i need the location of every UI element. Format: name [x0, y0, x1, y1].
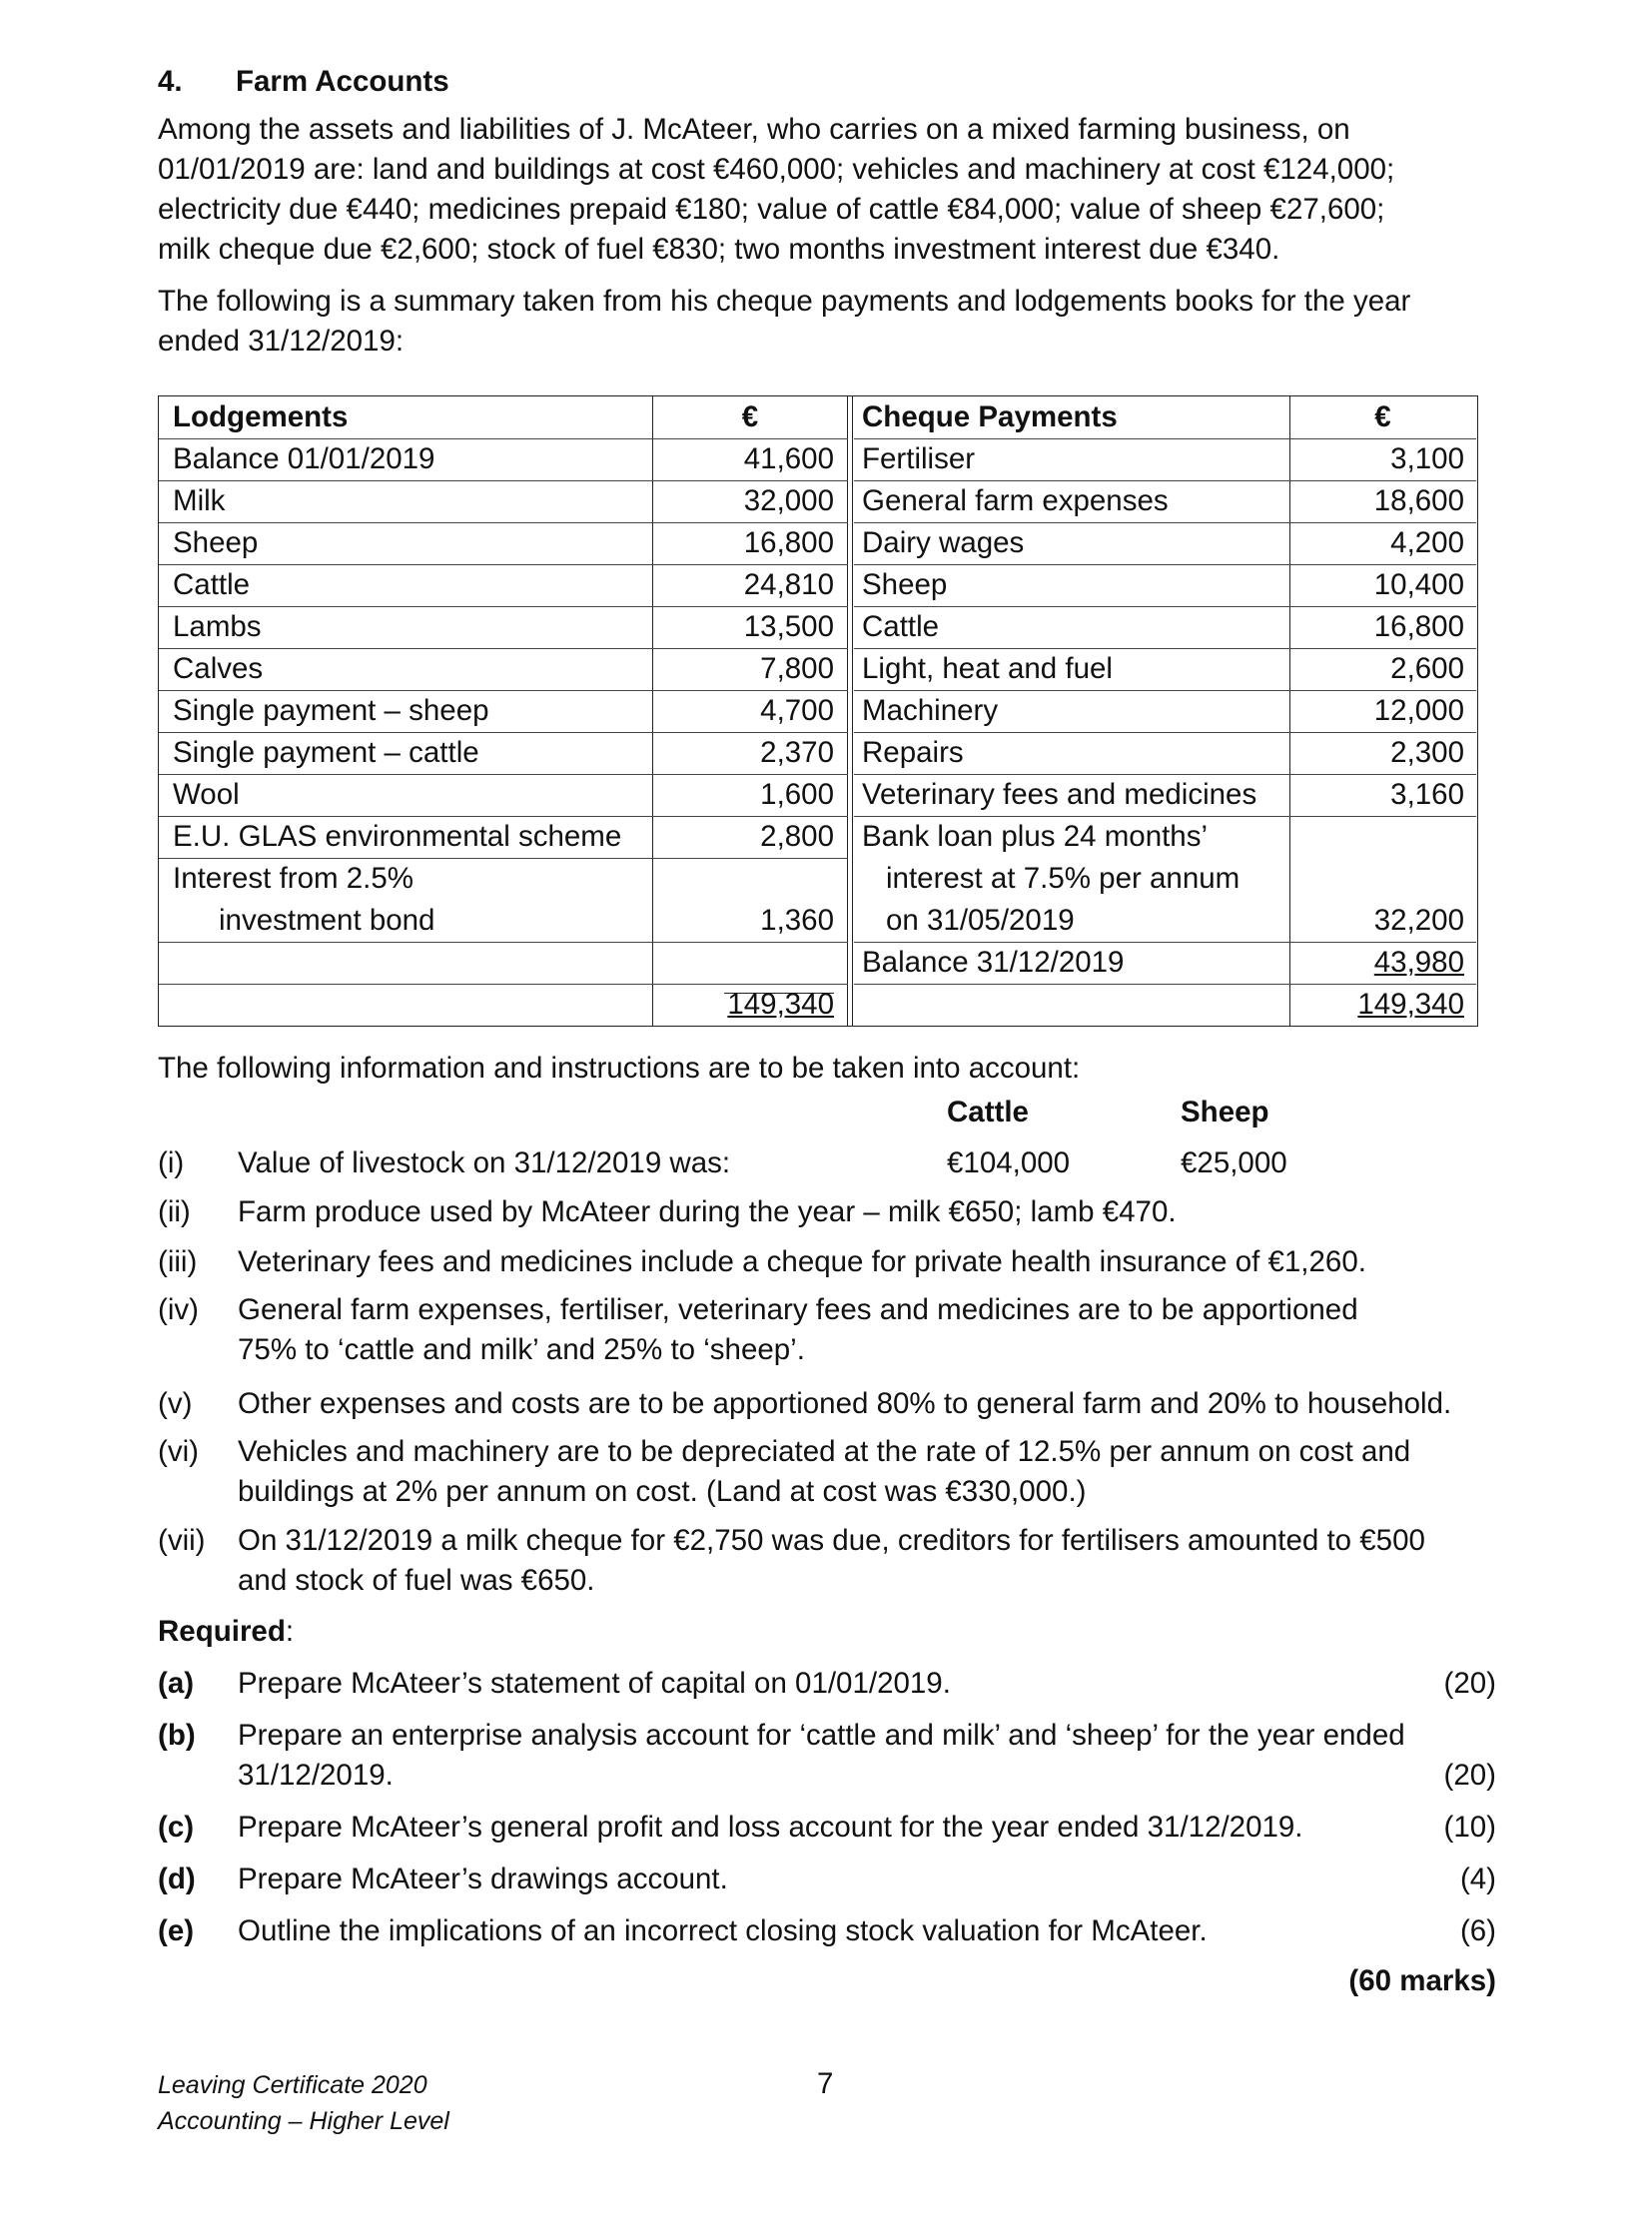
ledger-row	[159, 732, 848, 775]
total-rule	[704, 942, 834, 984]
lodgements-total: 149,340	[727, 988, 834, 1021]
ledger-row	[854, 480, 1476, 523]
item-text-cont: and stock of fuel was €650.	[238, 1564, 595, 1597]
required-item	[158, 1860, 1496, 1899]
row-desc: General farm expenses	[862, 484, 1169, 517]
info-item	[158, 1384, 1496, 1424]
ledger-row	[159, 606, 848, 649]
row-amount: 2,370	[760, 736, 834, 769]
ledger-total-row	[159, 984, 848, 1026]
info-item	[158, 1521, 1496, 1601]
row-amount: 16,800	[743, 526, 834, 559]
intro-line: 01/01/2019 are: land and buildings at cost €460,000; vehicles and machinery at cost €124,000;	[158, 153, 1395, 186]
row-desc: Light, heat and fuel	[862, 652, 1113, 685]
item-number: (i)	[158, 1146, 185, 1179]
ledger-row	[854, 648, 1476, 691]
intro-line: milk cheque due €2,600; stock of fuel €830; two months investment interest due €340.	[158, 233, 1280, 266]
row-desc: Machinery	[862, 694, 999, 727]
question-title: Farm Accounts	[236, 65, 449, 98]
row-amount: 41,600	[743, 442, 834, 475]
part-text: Prepare McAteer’s drawings account.	[238, 1863, 728, 1895]
item-text-cont: buildings at 2% per annum on cost. (Land at cost was €330,000.)	[238, 1475, 1087, 1508]
row-desc: Cattle	[862, 610, 940, 643]
payments-total: 149,340	[1357, 988, 1464, 1021]
row-desc: Single payment – sheep	[173, 694, 489, 727]
part-letter: (a)	[158, 1667, 195, 1700]
row-desc: Balance 01/01/2019	[173, 442, 435, 475]
part-marks: (20)	[1443, 1759, 1496, 1792]
row-amount: 4,200	[1390, 526, 1464, 559]
row-desc-cont: investment bond	[219, 904, 435, 937]
item-text: Vehicles and machinery are to be depreciated at the rate of 12.5% per annum on cost and	[238, 1435, 1411, 1468]
sheep-value: €25,000	[1181, 1146, 1287, 1179]
item-text: Veterinary fees and medicines include a cheque for private health insurance of €1,260.	[238, 1245, 1366, 1278]
info-item	[158, 1143, 1496, 1183]
part-text: Prepare McAteer’s statement of capital on 01/01/2019.	[238, 1667, 951, 1700]
part-text-cont: 31/12/2019.	[238, 1759, 394, 1792]
item-text-cont: 75% to ‘cattle and milk’ and 25% to ‘sheep’.	[238, 1333, 805, 1366]
ledger-row	[854, 438, 1476, 481]
payments-header: Cheque Payments	[862, 400, 1118, 433]
row-desc: Calves	[173, 652, 264, 685]
sheep-header: Sheep	[1181, 1096, 1269, 1128]
row-desc: Veterinary fees and medicines	[862, 778, 1257, 811]
item-number: (ii)	[158, 1195, 191, 1228]
row-amount: 32,000	[743, 484, 834, 517]
part-letter: (e)	[158, 1914, 195, 1947]
total-marks: (60 marks)	[1348, 1964, 1496, 1997]
item-text: General farm expenses, fertiliser, veterinary fees and medicines are to be apportioned	[238, 1293, 1358, 1326]
currency-header: €	[741, 400, 759, 433]
row-amount: 4,700	[760, 694, 834, 727]
info-item	[158, 1432, 1496, 1512]
item-text: Farm produce used by McAteer during the year – milk €650; lamb €470.	[238, 1195, 1177, 1228]
item-number: (vi)	[158, 1435, 199, 1468]
row-desc: E.U. GLAS environmental scheme	[173, 820, 622, 853]
row-desc: Repairs	[862, 736, 964, 769]
row-amount: 16,800	[1373, 610, 1464, 643]
row-amount: 1,600	[760, 778, 834, 811]
ledger-row	[159, 480, 848, 523]
ledger-row	[159, 816, 848, 859]
row-desc: Wool	[173, 778, 240, 811]
question-number: 4.	[158, 65, 183, 98]
required-item	[158, 1808, 1496, 1848]
payments-side	[854, 396, 1476, 1026]
ledger-row	[854, 564, 1476, 607]
question-heading	[158, 62, 449, 102]
ledger-row	[854, 816, 1476, 943]
ledger-row	[159, 564, 848, 607]
item-text: Value of livestock on 31/12/2019 was:	[238, 1146, 731, 1179]
payments-header-row	[854, 396, 1476, 439]
ledger-row	[854, 774, 1476, 817]
lodgements-header: Lodgements	[173, 400, 349, 433]
ledger-blank-row	[159, 942, 848, 985]
info-item	[158, 1192, 1496, 1232]
ledger-row	[854, 522, 1476, 565]
row-amount: 18,600	[1373, 484, 1464, 517]
info-item	[158, 1290, 1496, 1370]
lodgements-side	[159, 396, 848, 1026]
livestock-headers	[158, 1096, 1496, 1135]
footer-line: Accounting – Higher Level	[158, 2107, 449, 2135]
part-text: Outline the implications of an incorrect closing stock valuation for McAteer.	[238, 1914, 1208, 1947]
row-desc: Cattle	[173, 568, 251, 601]
item-number: (v)	[158, 1387, 193, 1420]
row-desc-cont: on 31/05/2019	[886, 904, 1075, 937]
required-label: Required:	[158, 1615, 295, 1648]
item-number: (iv)	[158, 1293, 199, 1326]
row-desc-cont: interest at 7.5% per annum	[886, 862, 1240, 895]
ledger-row	[854, 942, 1476, 985]
required-item	[158, 1911, 1496, 1951]
part-marks: (20)	[1443, 1667, 1496, 1700]
part-letter: (c)	[158, 1811, 195, 1844]
intro-line: Among the assets and liabilities of J. McAteer, who carries on a mixed farming business, on	[158, 113, 1350, 146]
row-desc: Sheep	[173, 526, 259, 559]
currency-header: €	[1374, 400, 1391, 433]
item-text: On 31/12/2019 a milk cheque for €2,750 was due, creditors for fertilisers amounted to €500	[238, 1524, 1425, 1557]
row-desc: Fertiliser	[862, 442, 976, 475]
ledger-row	[159, 690, 848, 733]
row-amount: 2,300	[1390, 736, 1464, 769]
ledger-total-row	[854, 984, 1476, 1026]
ledger-row	[854, 690, 1476, 733]
info-heading: The following information and instructions are to be taken into account:	[158, 1052, 1081, 1085]
row-amount: 3,100	[1390, 442, 1464, 475]
lodgements-header-row	[159, 396, 848, 439]
cattle-value: €104,000	[947, 1146, 1071, 1179]
row-amount: 10,400	[1373, 568, 1464, 601]
required-item	[158, 1664, 1496, 1704]
intro-line: electricity due €440; medicines prepaid €180; value of cattle €84,000; value of sheep €27,600;	[158, 193, 1385, 226]
page-number: 7	[817, 2067, 834, 2100]
row-amount: 43,980	[1373, 946, 1464, 979]
summary-line: ended 31/12/2019:	[158, 325, 405, 358]
summary-paragraph	[158, 282, 1410, 362]
page-footer	[158, 2067, 449, 2139]
row-amount: 24,810	[743, 568, 834, 601]
summary-line: The following is a summary taken from his cheque payments and lodgements books for the year	[158, 285, 1411, 318]
ledger-table	[158, 395, 1478, 1027]
row-amount: 3,160	[1390, 778, 1464, 811]
row-desc: Bank loan plus 24 months’	[862, 820, 1209, 853]
required-text: Required	[158, 1615, 286, 1648]
part-text: Prepare an enterprise analysis account for ‘cattle and milk’ and ‘sheep’ for the year ended	[238, 1719, 1405, 1752]
part-text: Prepare McAteer’s general profit and loss account for the year ended 31/12/2019.	[238, 1811, 1303, 1844]
item-number: (vii)	[158, 1524, 206, 1557]
row-amount: 12,000	[1373, 694, 1464, 727]
part-marks: (10)	[1443, 1811, 1496, 1844]
ledger-row	[854, 732, 1476, 775]
ledger-row	[854, 606, 1476, 649]
row-amount: 2,600	[1390, 652, 1464, 685]
footer-line: Leaving Certificate 2020	[158, 2071, 427, 2099]
row-desc: Dairy wages	[862, 526, 1025, 559]
ledger-row	[159, 522, 848, 565]
ledger-row	[159, 648, 848, 691]
ledger-row	[159, 774, 848, 817]
intro-paragraph	[158, 110, 1496, 270]
part-marks: (4)	[1459, 1863, 1496, 1895]
item-text: Other expenses and costs are to be apportioned 80% to general farm and 20% to household.	[238, 1387, 1452, 1420]
row-amount: 13,500	[743, 610, 834, 643]
row-desc: Single payment – cattle	[173, 736, 479, 769]
row-amount: 2,800	[760, 820, 834, 853]
ledger-row	[159, 438, 848, 481]
ledger-row	[159, 858, 848, 943]
row-desc: Lambs	[173, 610, 262, 643]
part-letter: (d)	[158, 1863, 196, 1895]
row-desc: Balance 31/12/2019	[862, 946, 1125, 979]
cattle-header: Cattle	[947, 1096, 1029, 1128]
part-marks: (6)	[1459, 1914, 1496, 1947]
row-desc: Interest from 2.5%	[173, 862, 414, 895]
row-amount: 7,800	[760, 652, 834, 685]
row-amount: 1,360	[760, 904, 834, 937]
required-item	[158, 1716, 1496, 1796]
row-desc: Sheep	[862, 568, 948, 601]
row-amount: 32,200	[1373, 904, 1464, 937]
info-item	[158, 1242, 1496, 1282]
row-desc: Milk	[173, 484, 226, 517]
item-number: (iii)	[158, 1245, 198, 1278]
part-letter: (b)	[158, 1719, 196, 1752]
